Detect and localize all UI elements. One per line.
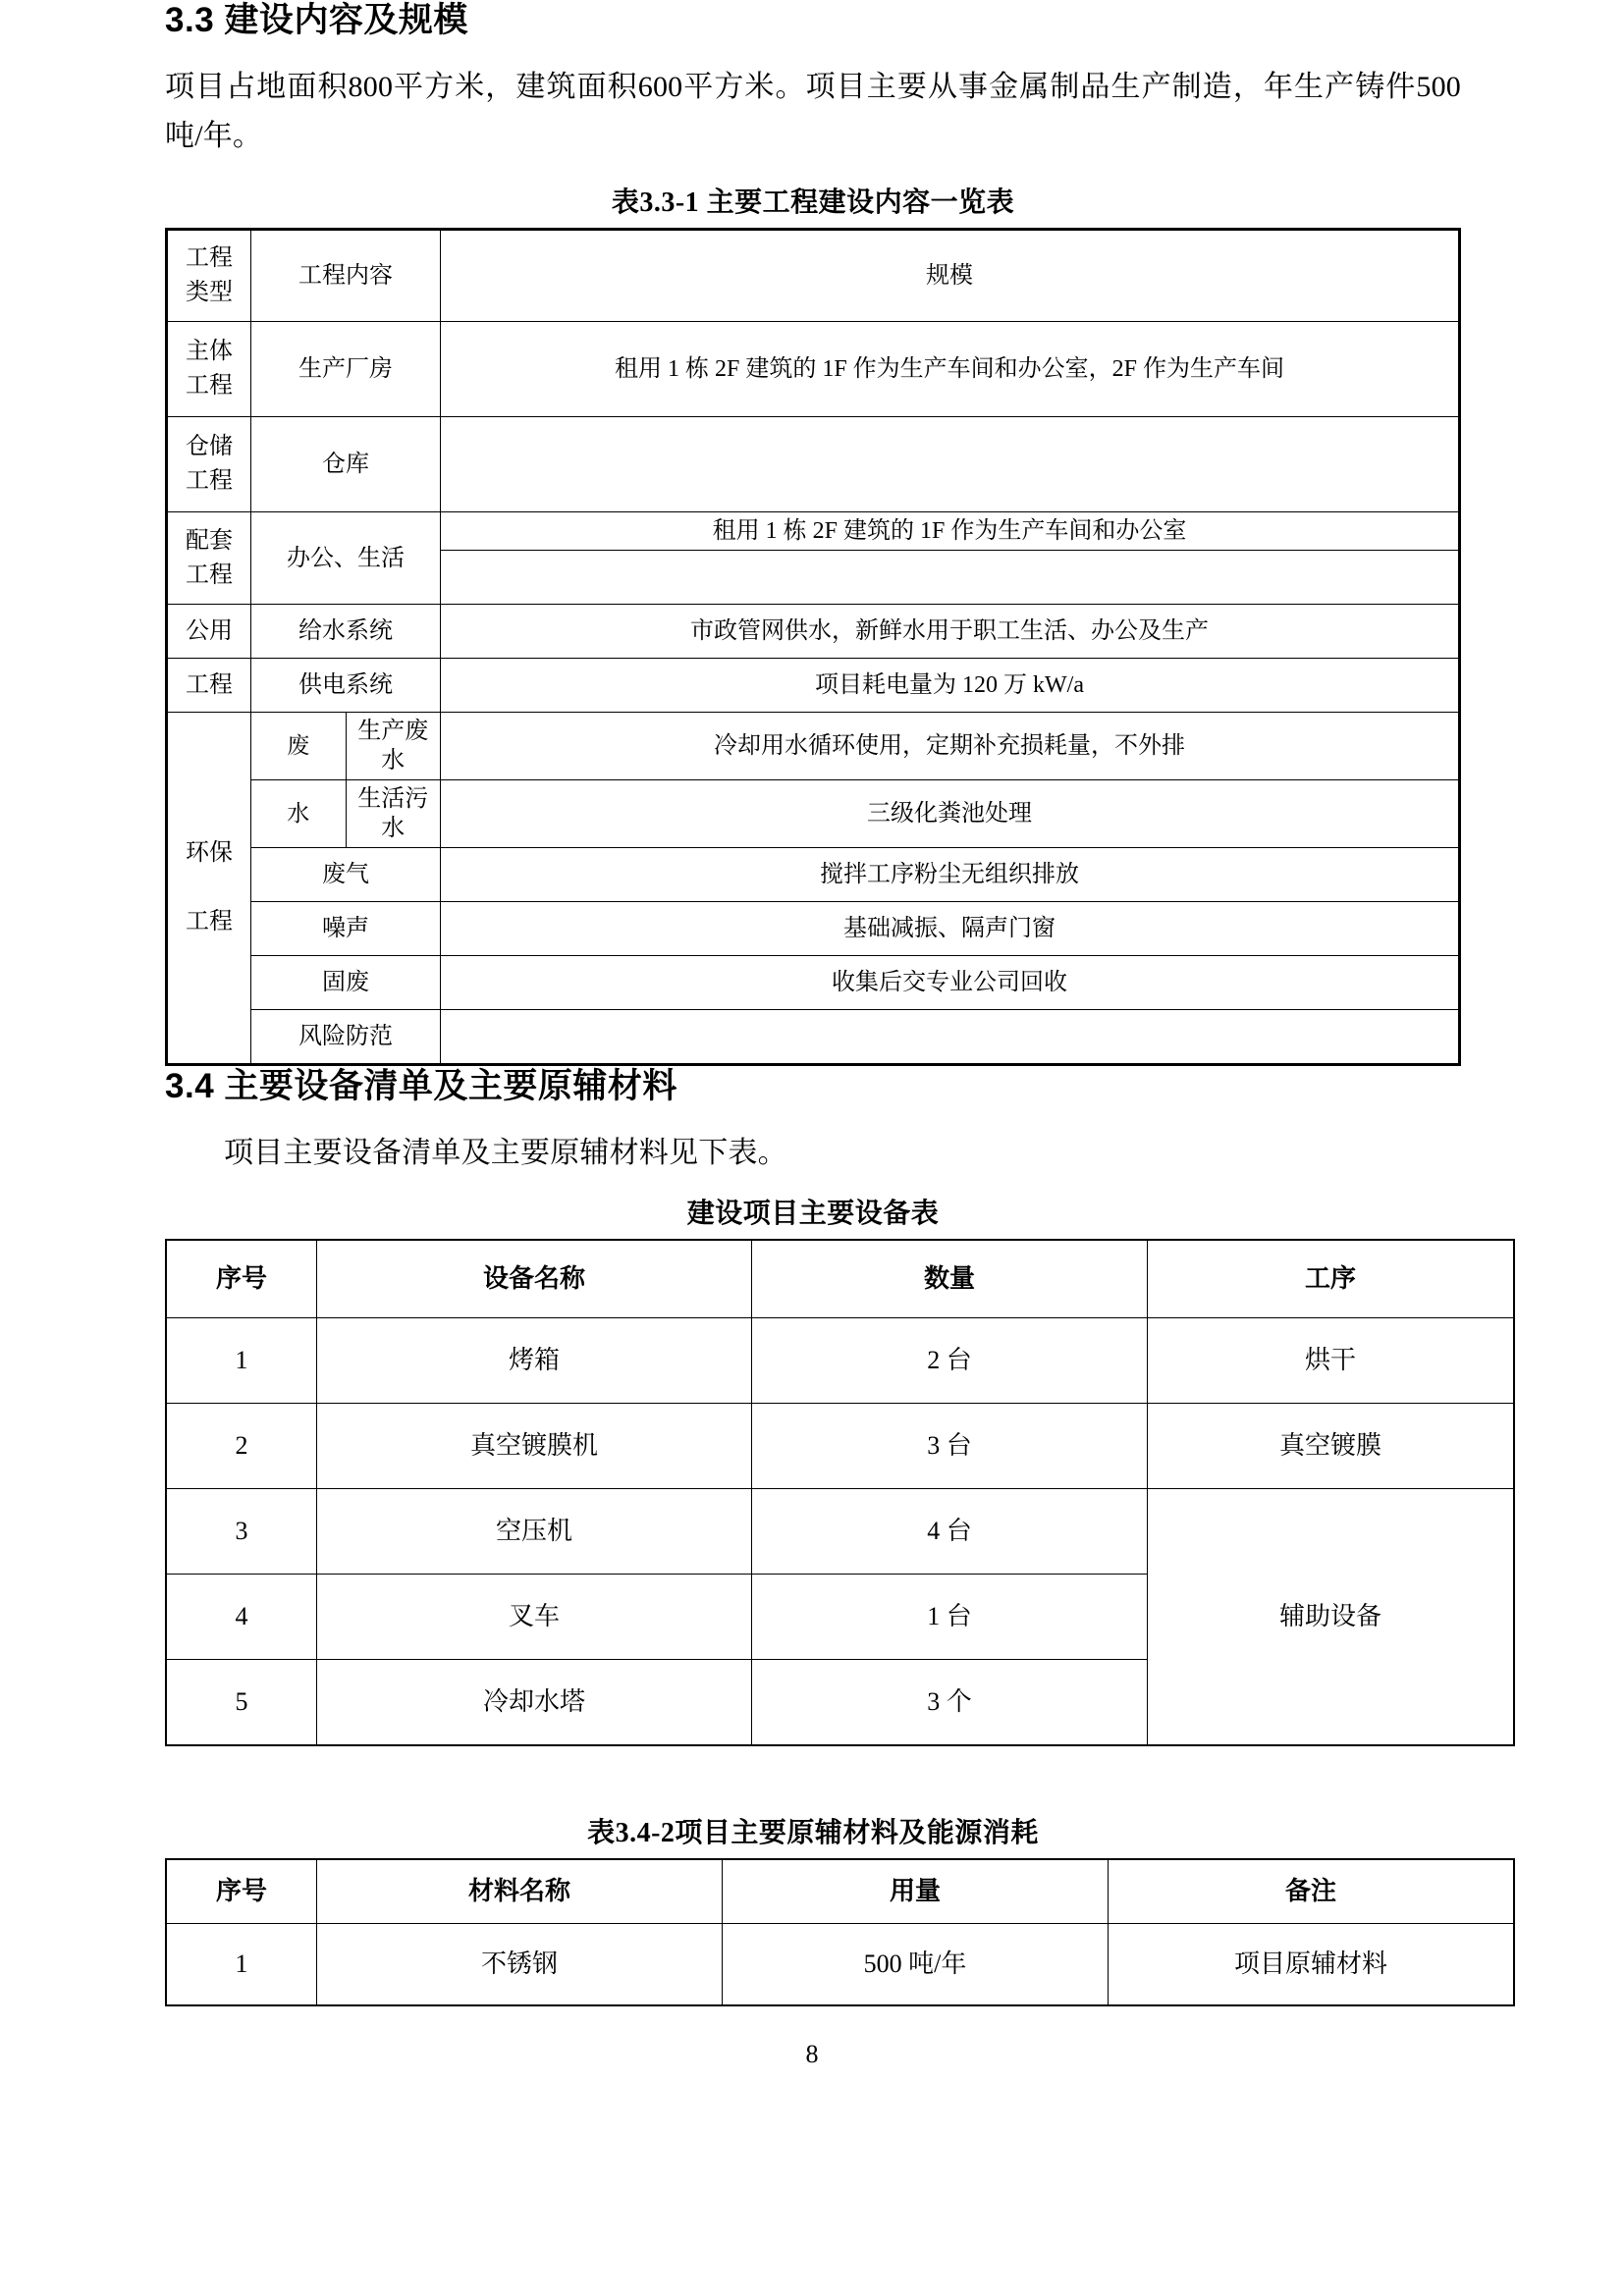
table-row — [167, 230, 1460, 322]
table-row — [167, 322, 1460, 417]
header-category-line2: 类型 — [186, 280, 233, 305]
cell-subcategory-wastewater-1: 废 — [251, 713, 347, 780]
cell-scale-workshop: 租用 1 栋 2F 建筑的 1F 作为生产车间和办公室，2F 作为生产车间 — [441, 322, 1460, 417]
cell-scale-support-top: 租用 1 栋 2F 建筑的 1F 作为生产车间和办公室 — [441, 512, 1460, 551]
table-header-row — [166, 1240, 1514, 1318]
material-header-note: 备注 — [1109, 1859, 1515, 1924]
table-row — [167, 417, 1460, 512]
equipment-cell-qty: 1 台 — [752, 1575, 1148, 1660]
equipment-cell-name: 烤箱 — [317, 1318, 752, 1404]
equipment-cell-no: 1 — [166, 1318, 317, 1404]
material-cell-name: 不锈钢 — [317, 1924, 723, 2006]
equipment-cell-name: 真空镀膜机 — [317, 1404, 752, 1489]
cell-category-utility-2: 工程 — [167, 659, 251, 713]
table-equipment — [165, 1239, 1515, 1746]
material-cell-no: 1 — [166, 1924, 317, 2006]
table-header-category — [167, 230, 251, 322]
material-header-name: 材料名称 — [317, 1859, 723, 1924]
table-row — [166, 1489, 1514, 1575]
cell-scale-domestic-sewage: 三级化粪池处理 — [441, 780, 1460, 848]
table-row — [167, 512, 1460, 551]
equipment-cell-process-merged: 辅助设备 — [1148, 1489, 1515, 1746]
equipment-header-name: 设备名称 — [317, 1240, 752, 1318]
table-equipment-caption: 建设项目主要设备表 — [686, 1199, 940, 1229]
equipment-header-no: 序号 — [166, 1240, 317, 1318]
cell-scale-waste-gas: 搅拌工序粉尘无组织排放 — [441, 848, 1460, 902]
cell-item-power-supply: 供电系统 — [251, 659, 441, 713]
table-row — [166, 1318, 1514, 1404]
table-row — [167, 848, 1460, 902]
table-row — [166, 1924, 1514, 2006]
cell-item-office-living: 办公、生活 — [251, 512, 441, 605]
header-category-line1: 工程 — [186, 245, 233, 272]
cell-scale-warehouse — [441, 417, 1460, 512]
table-row — [167, 605, 1460, 659]
equipment-cell-qty: 2 台 — [752, 1318, 1148, 1404]
table-header-row — [166, 1859, 1514, 1924]
category-line1: 主体 — [186, 339, 233, 365]
cell-scale-production-wastewater: 冷却用水循环使用，定期补充损耗量，不外排 — [441, 713, 1460, 780]
cell-item-domestic-sewage: 生活污水 — [346, 780, 441, 848]
category-line2: 工程 — [186, 373, 233, 399]
table-row — [167, 659, 1460, 713]
cell-scale-support-bottom — [441, 551, 1460, 605]
cell-item-warehouse: 仓库 — [251, 417, 441, 512]
table-row — [167, 956, 1460, 1010]
equipment-cell-name: 空压机 — [317, 1489, 752, 1575]
page-content — [165, 0, 1461, 2006]
equipment-header-process: 工序 — [1148, 1240, 1515, 1318]
cell-item-workshop: 生产厂房 — [251, 322, 441, 417]
cell-item-water-supply: 给水系统 — [251, 605, 441, 659]
cell-scale-power-supply: 项目耗电量为 120 万 kW/a — [441, 659, 1460, 713]
equipment-cell-process: 烘干 — [1148, 1318, 1515, 1404]
table-row — [167, 1010, 1460, 1065]
material-header-amount: 用量 — [723, 1859, 1109, 1924]
equipment-cell-no: 3 — [166, 1489, 317, 1575]
category-line1: 配套 — [186, 527, 233, 554]
cell-item-solid-waste: 固废 — [251, 956, 441, 1010]
section-heading-3-3: 3.3 建设内容及规模 — [165, 1, 468, 39]
cell-subcategory-wastewater-2: 水 — [251, 780, 347, 848]
equipment-cell-name: 叉车 — [317, 1575, 752, 1660]
table-row — [167, 902, 1460, 956]
section-heading-3-4: 3.4 主要设备清单及主要原辅材料 — [165, 1067, 677, 1105]
cell-item-waste-gas: 废气 — [251, 848, 441, 902]
cell-scale-noise: 基础减振、隔声门窗 — [441, 902, 1460, 956]
cell-category-environment — [167, 713, 251, 1065]
cell-item-noise: 噪声 — [251, 902, 441, 956]
material-header-no: 序号 — [166, 1859, 317, 1924]
cell-scale-risk-prevention — [441, 1010, 1460, 1065]
table-header-content: 工程内容 — [251, 230, 441, 322]
equipment-cell-name: 冷却水塔 — [317, 1660, 752, 1746]
category-line1: 环保 — [186, 840, 233, 867]
cell-category-support — [167, 512, 251, 605]
equipment-cell-no: 2 — [166, 1404, 317, 1489]
table-material-caption: 表3.4-2项目主要原辅材料及能源消耗 — [587, 1818, 1039, 1848]
table-construction-caption: 表3.3-1 主要工程建设内容一览表 — [611, 187, 1015, 218]
material-cell-note: 项目原辅材料 — [1109, 1924, 1515, 2006]
table-construction — [165, 228, 1461, 1066]
table-row — [166, 1404, 1514, 1489]
table-header-scale: 规模 — [441, 230, 1460, 322]
cell-category-storage — [167, 417, 251, 512]
cell-scale-water-supply: 市政管网供水，新鲜水用于职工生活、办公及生产 — [441, 605, 1460, 659]
table-row — [167, 780, 1460, 848]
category-line2: 工程 — [186, 468, 233, 494]
category-line2: 工程 — [186, 561, 233, 588]
section-3-4-paragraph: 项目主要设备清单及主要原辅材料见下表。 — [224, 1137, 787, 1169]
cell-item-production-wastewater: 生产废水 — [346, 713, 441, 780]
cell-item-risk-prevention: 风险防范 — [251, 1010, 441, 1065]
category-line1: 仓储 — [186, 434, 233, 460]
equipment-cell-no: 5 — [166, 1660, 317, 1746]
cell-category-main — [167, 322, 251, 417]
cell-scale-solid-waste: 收集后交专业公司回收 — [441, 956, 1460, 1010]
table-row — [167, 713, 1460, 780]
equipment-cell-qty: 3 台 — [752, 1404, 1148, 1489]
section-3-3-paragraph: 项目占地面积800平方米，建筑面积600平方米。项目主要从事金属制品生产制造，年生产铸件500吨/年。 — [165, 71, 1461, 152]
equipment-cell-no: 4 — [166, 1575, 317, 1660]
category-line2: 工程 — [186, 908, 233, 934]
page-number: 8 — [805, 2040, 819, 2068]
equipment-cell-process: 真空镀膜 — [1148, 1404, 1515, 1489]
equipment-cell-qty: 3 个 — [752, 1660, 1148, 1746]
equipment-header-qty: 数量 — [752, 1240, 1148, 1318]
table-material — [165, 1858, 1515, 2006]
equipment-cell-qty: 4 台 — [752, 1489, 1148, 1575]
cell-category-utility-1: 公用 — [167, 605, 251, 659]
material-cell-amount: 500 吨/年 — [723, 1924, 1109, 2006]
